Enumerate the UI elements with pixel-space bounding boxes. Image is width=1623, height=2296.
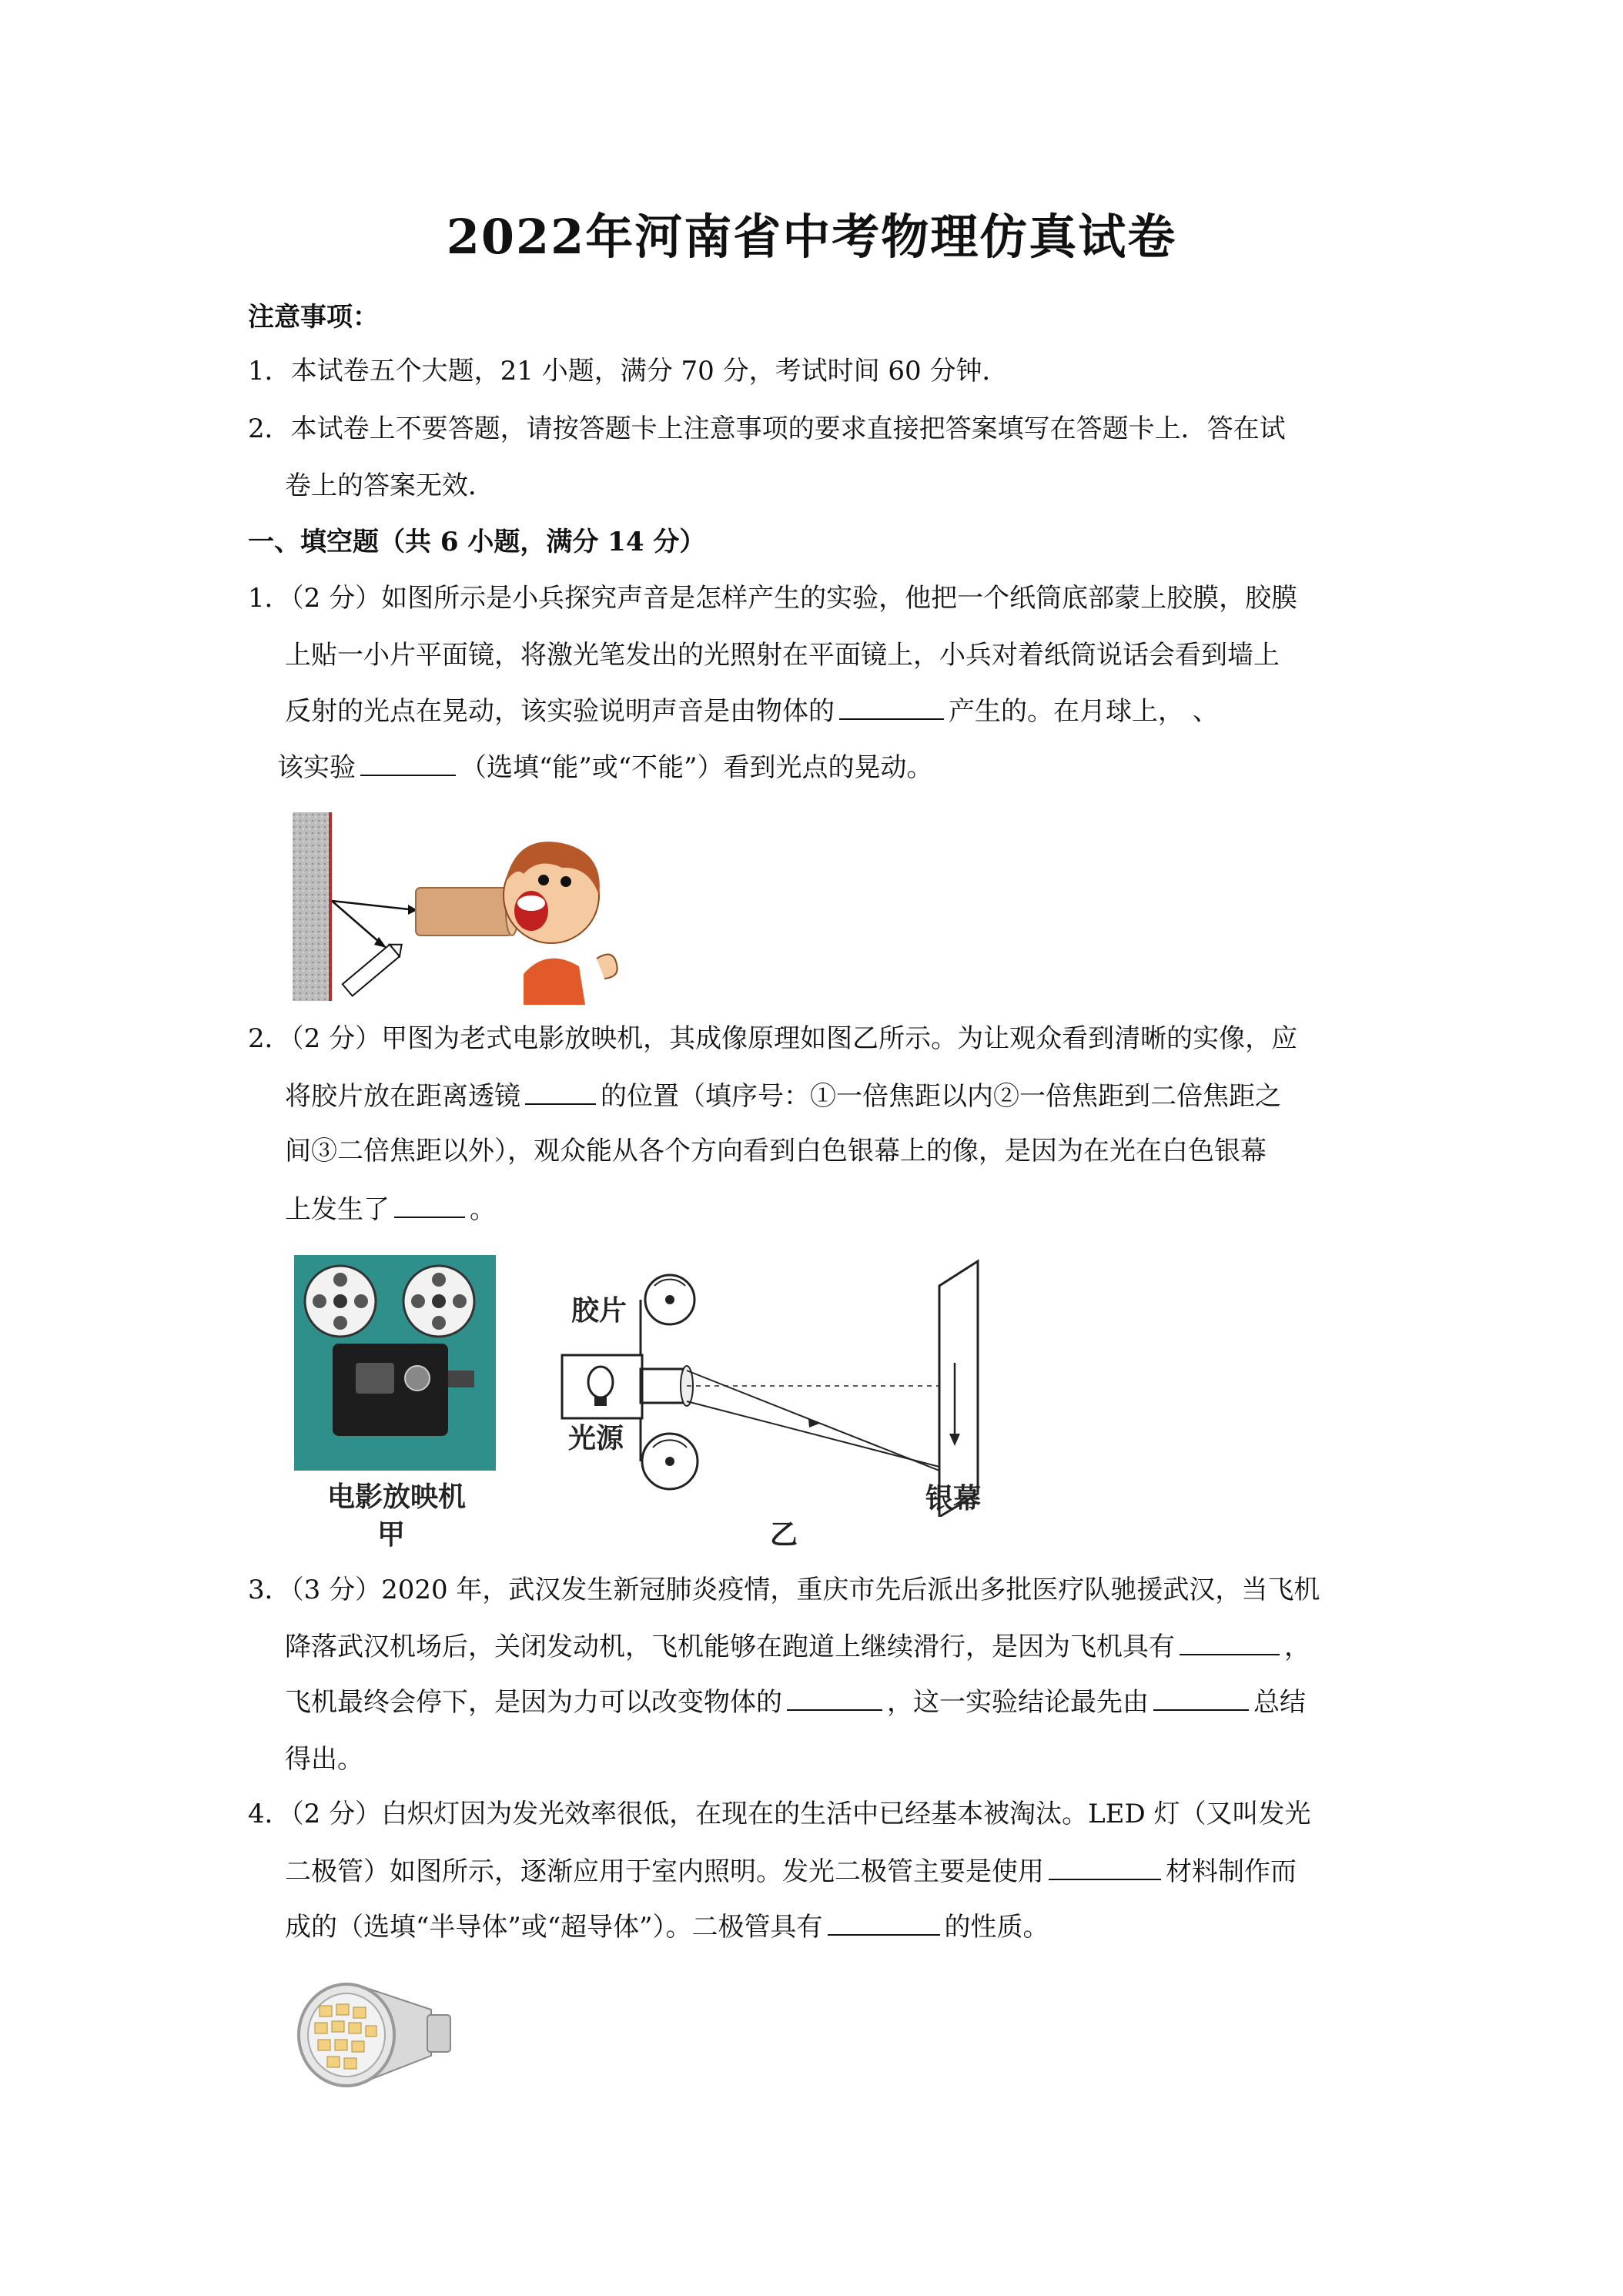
q2-line-4 [285,1193,496,1225]
answer-blank[interactable] [1180,1631,1280,1655]
light-ray [687,1401,939,1467]
q4-figure-led-lamp [289,1967,458,2098]
q3-line-2 [285,1631,1310,1662]
bulb-icon [588,1367,613,1397]
q4-line-3-text-a: 成的（选填“半导体”或“超导体”）。二极管具有 [285,1912,823,1943]
q2-line-2-text-b: 的位置（填序号：①一倍焦距以内②一倍焦距到二倍焦距之 [601,1081,1281,1112]
film-reel-icon [403,1266,474,1337]
bulb-base [594,1397,607,1406]
q1-line-4-text-b: （选填“能”或“不能”）看到光点的晃动。 [460,752,933,783]
q2-figure-projector [294,1255,496,1471]
q1-line-1: 1．（2 分）如图所示是小兵探究声音是怎样产生的实验，他把一个纸筒底部蒙上胶膜，胶膜 [248,583,1298,614]
q1-line-3-text-a: 反射的光点在晃动，该实验说明声音是由物体的 [285,696,835,727]
film-reel-icon [642,1434,698,1489]
figure-caption: 乙 [770,1519,798,1551]
q3-line-3-text-b: ，这一实验结论最先由 [887,1687,1149,1718]
film-reel-icon [645,1275,694,1324]
label-film: 胶片 [571,1295,627,1327]
answer-blank[interactable] [394,1193,465,1218]
q1-line-4-text-a: 该实验 [277,752,356,783]
led-lamp-icon [299,1984,450,2086]
q4-line-3-text-b: 的性质。 [944,1912,1049,1943]
q3-line-2-text-a: 降落武汉机场后，关闭发动机，飞机能够在跑道上继续滑行，是因为飞机具有 [285,1632,1175,1662]
q2-line-2 [285,1080,1281,1112]
notice-heading: 注意事项： [248,302,379,333]
answer-blank[interactable] [1153,1686,1249,1711]
section-1-heading: 一、填空题（共 6 小题，满分 14 分） [248,527,706,557]
q1-line-3 [285,695,1219,727]
figure-caption: 电影放映机 [327,1481,467,1513]
label-screen: 银幕 [925,1483,982,1514]
notice-item-2-line-1: 2．本试卷上不要答题，请按答题卡上注意事项的要求直接把答案填写在答题卡上．答在试 [248,413,1286,444]
q4-line-2 [285,1856,1297,1887]
laser-pen [343,939,407,996]
light-ray [332,901,416,910]
q3-line-3-text-c: 总结 [1253,1687,1306,1718]
q1-line-4 [277,751,933,783]
q4-line-2-text-a: 二极管）如图所示，逐渐应用于室内照明。发光二极管主要是使用 [285,1856,1044,1887]
q2-line-2-text-a: 将胶片放在距离透镜 [285,1081,520,1112]
answer-blank[interactable] [360,751,456,776]
answer-blank[interactable] [839,695,944,720]
answer-blank[interactable] [828,1911,940,1936]
projector-panel [356,1363,394,1394]
notice-item-2-line-2: 卷上的答案无效． [285,470,494,501]
q3-line-2-text-b: ， [1284,1632,1310,1662]
q2-line-4-text-b: 。 [470,1194,496,1225]
q3-line-3 [285,1686,1306,1718]
notice-item-1: 1．本试卷五个大题，21 小题，满分 70 分，考试时间 60 分钟． [248,356,1009,387]
q4-line-3 [285,1911,1049,1943]
q3-line-1: 3．（3 分）2020 年，武汉发生新冠肺炎疫情，重庆市先后派出多批医疗队驰援武汉，当飞机 [248,1575,1320,1605]
page-title: 2022年河南省中考物理仿真试卷 [446,209,1177,265]
label-light-source: 光源 [568,1423,624,1454]
projector-lens [405,1366,430,1391]
q3-line-4: 得出。 [285,1744,363,1775]
q2-line-3: 间③二倍焦距以外），观众能从各个方向看到白色银幕上的像，是因为在光在白色银幕 [285,1136,1267,1166]
q4-line-1: 4．（2 分）白炽灯因为发光效率很低，在现在的生活中已经基本被淘汰。LED 灯（又叫发光 [248,1799,1311,1829]
q4-line-2-text-b: 材料制作而 [1166,1856,1297,1887]
q3-line-3-text-a: 飞机最终会停下，是因为力可以改变物体的 [285,1687,782,1718]
q1-line-3-text-b: 产生的。在月球上， 、 [949,696,1219,727]
wall [293,812,330,1001]
answer-blank[interactable] [787,1686,882,1711]
projector-nozzle [448,1371,474,1387]
answer-blank[interactable] [525,1080,596,1105]
q2-line-1: 2．（2 分）甲图为老式电影放映机，其成像原理如图乙所示。为让观众看到清晰的实像，应 [248,1023,1298,1054]
figure-caption: 甲 [377,1519,406,1551]
paper-tube [416,888,512,935]
boy-illustration [504,842,617,1005]
q1-line-2: 上贴一小片平面镜，将激光笔发出的光照射在平面镜上，小兵对着纸筒说话会看到墙上 [285,640,1280,671]
q1-figure-sound-experiment [293,812,647,1005]
answer-blank[interactable] [1049,1856,1161,1880]
q2-line-4-text-a: 上发生了 [285,1194,390,1225]
film-reel-icon [305,1266,376,1337]
